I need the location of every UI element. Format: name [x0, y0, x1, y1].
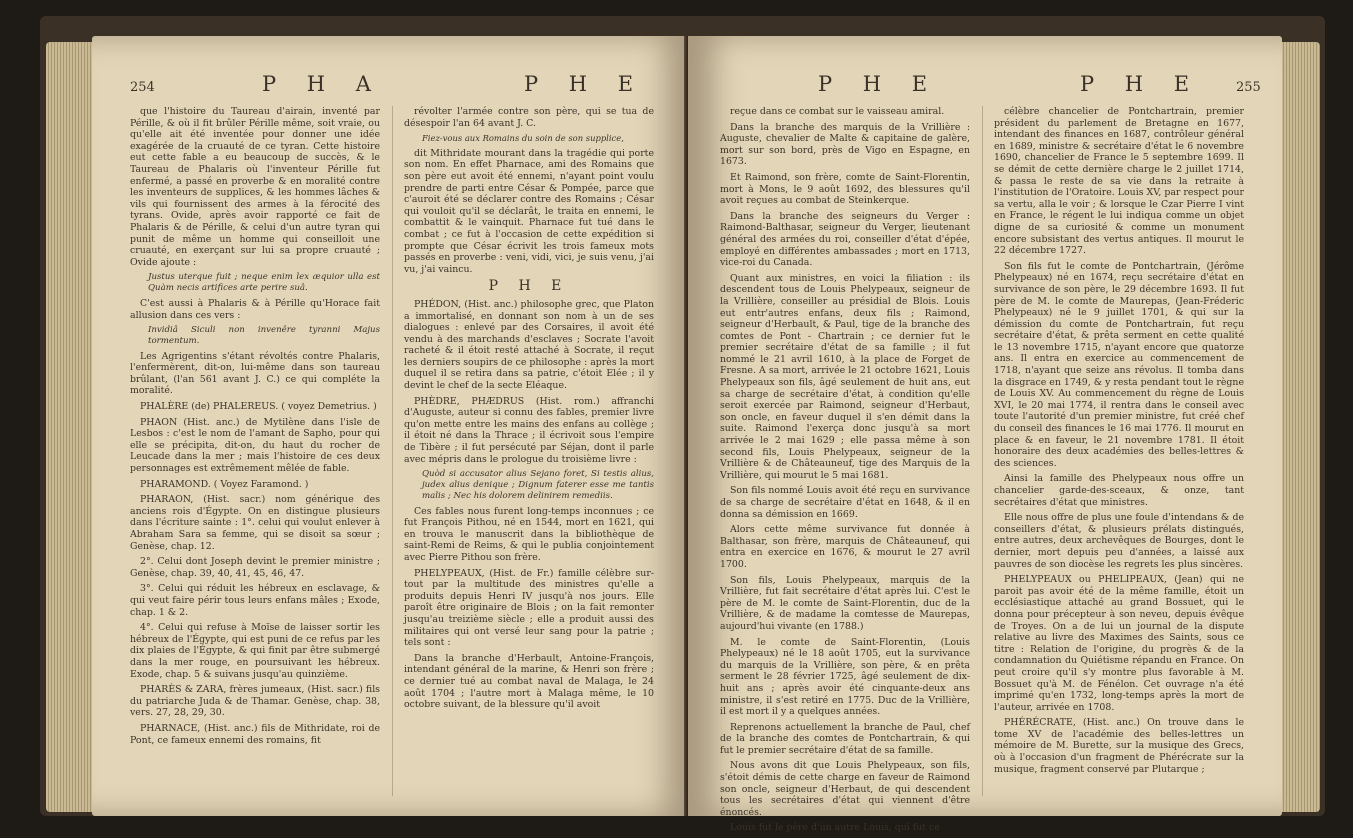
right-column-2 [994, 106, 1244, 779]
paragraph: Les Agrigentins s'étant révoltés contre Phalaris, l'enfermèrent, dit-on, lui-même dans son taureau brûlant, (l'an 561 avant J. C.) ce qui compléte la moralité. [130, 350, 380, 397]
paragraph: PHÉRÉCRATE, (Hist. anc.) On trouve dans le tome XV de l'académie des belles-lettres un mémoire de M. Burette, sur la musique des Grecs, où à l'occasion d'un fragment de Phérécrate sur la musique, fragment conservé par Plutarque ; [994, 717, 1244, 775]
paragraph: PHAON (Hist. anc.) de Mytilène dans l'isle de Lesbos : c'est le nom de l'amant de Sapho, pour qui elle se précipita, dit-on, du haut du rocher de Leucade dans la mer ; mais l'histoire de ces deux personnages est extrêmement mêlée de fable. [130, 416, 380, 475]
running-head-right-b: P H E [1080, 72, 1202, 96]
paragraph: Dans la branche des marquis de la Vrillière : Auguste, chevalier de Malte & capitaine de galère, mort sur son bord, près de Vigo en Espagne, en 1673. [720, 121, 970, 168]
paragraph: Son fils nommé Louis avoit été reçu en survivance de sa charge de secrétaire d'état en 1648, & il en donna sa démission en 1669. [720, 485, 970, 520]
paragraph: C'est aussi à Phalaris & à Pérille qu'Horace fait allusion dans ces vers : [130, 297, 380, 321]
paragraph: Quant aux ministres, en voici la filiation : ils descendent tous de Louis Phelypeaux, seigneur de la Vrillière, conseiller au présidial de Blois. Louis eut entr'autres enfans, deux fils ; Raimond, seigneur d'Herbault, & Paul, tige de la branche des comtes de Pont - Chartrain ; ce dernier fut le premier secrétaire d'état de sa famille ; il fut nommé le 21 avril 1610, à la place de Forget de Fresne. A sa mort, arrivée le 21 octobre 1621, Louis Phelypeaux son fils, âgé seulement de huit ans, eut sa charge de secrétaire d'état, à condition qu'elle seroit exercée par Raimond, seigneur d'Herbaut, son oncle, en faveur duquel il s'en démit dans la suite. Raimond l'exerça donc jusqu'à sa mort arrivée le 2 mai 1629 ; elle passa même à son second fils, Louis Phelypeaux, seigneur de la Vrillière & de Châteauneuf, tige des Marquis de la Vrillière, qui mourut le 5 mai 1681. [720, 272, 970, 481]
paragraph: que l'histoire du Taureau d'airain, inventé par Pérille, & où il fit brûler Pérille même, soit vraie, ou qu'elle ait été inventée pour donner une idée exagérée de la cruauté de ce tyran. Cette histoire eut cette fable a eu beaucoup de succès, & le Taureau de Phalaris où l'inventeur Pérille fut enfermé, a passé en proverbe & en moralité contre les inventeurs de supplices, & les hommes lâches & vils qui fournissent des armes à la férocité des tyrans. Ovide, après avoir rapporté ce fait de Phalaris & de Pérille, & celui d'un autre tyran qui punit de même un homme qui conseilloit une cruauté, en exerçant sur lui sa propre cruauté ; Ovide ajoute : [130, 106, 380, 268]
paragraph: Invidiâ Siculi non invenêre tyranni Majus tormentum. [148, 325, 380, 346]
running-head-right-a: P H E [818, 72, 940, 96]
paragraph: PHÈDRE, PHÆDRUS (Hist. rom.) affranchi d'Auguste, auteur si connu des fables, premier livre qu'on mette entre les mains des enfans au collège ; il étoit né dans la Thrace ; il écrivoit sous l'empire de Tibère ; il fut persécuté par Séjan, dont il parle avec mépris dans le prologue du troisième livre : [404, 395, 654, 465]
paragraph: Justus uterque fuit ; neque enim lex æquior ulla est Quàm necis artifices arte perire suâ. [148, 272, 380, 294]
paragraph: PHELYPEAUX, (Hist. de Fr.) famille célèbre sur-tout par la multitude des ministres qu'elle a produits depuis Henri IV jusqu'à nos jours. Elle paroît être originaire de Blois ; on la fait remonter jusqu'au treizième siècle ; elle a produit aussi des militaires qui ont versé leur sang pour la patrie ; tels sont : [404, 567, 654, 649]
paragraph: Louis fut le père d'un autre Louis, qui fut ce [730, 822, 940, 834]
paragraph: PHARAMOND. ( Voyez Faramond. ) [140, 478, 309, 490]
paragraph: dit Mithridate mourant dans la tragédie qui porte son nom. En effet Pharnace, ami des Romains que son père eut avoit été ennemi, n'ayant point voulu prendre de parti entre César & Pompée, parce que c'auroit été se déclarer contre des Romains ; César qui vouloit qu'il se déclarât, le traita en ennemi, le combattit & le vainquit. Pharnace fut tué dans le combat ; ce fut à l'occasion de cette expédition si prompte que César écrivit les trois fameux mots passés en proverbe : veni, vidi, vici, je suis venu, j'ai vu, j'ai vaincu. [404, 147, 654, 275]
left-column-2 [404, 106, 654, 715]
running-head-left-a: P H A [262, 72, 383, 96]
paragraph: 2°. Celui dont Joseph devint le premier ministre ; Genèse, chap. 39, 40, 41, 45, 46, 47. [130, 556, 380, 579]
paragraph: 3°. Celui qui réduit les hébreux en esclavage, & qui veut faire périr tous leurs enfans mâles ; Exode, chap. 1 & 2. [130, 583, 380, 618]
page-number-right: 255 [1236, 80, 1261, 95]
right-column-1 [720, 106, 970, 838]
paragraph: PHARÈS & ZARA, frères jumeaux, (Hist. sacr.) fils du patriarche Juda & de Thamar. Genèse, chap. 38, vers. 27, 28, 29, 30. [130, 684, 380, 719]
paragraph: reçue dans ce combat sur le vaisseau amiral. [730, 106, 945, 117]
page-number-left: 254 [130, 80, 155, 95]
paragraph: Ces fables nous furent long-temps inconnues ; ce fut François Pithou, né en 1544, mort en 1621, qui en trouva le manuscrit dans la bibliothèque de saint-Remi de Reims, & qui le publia conjointement avec Pierre Pithou son frère. [404, 505, 654, 563]
paragraph: Et Raimond, son frère, comte de Saint-Florentin, mort à Mons, le 9 août 1692, des blessures qu'il avoit reçues au combat de Steinkerque. [720, 171, 970, 207]
paragraph: PHALÈRE (de) PHALEREUS. ( voyez Demetrius. ) [140, 401, 377, 413]
paragraph: Son fils, Louis Phelypeaux, marquis de la Vrillière, fut fait secrétaire d'état après lui. C'est le père de M. le comte de Saint-Florentin, duc de la Vrillière, & de madame la comtesse de Maurepas, aujourd'hui vivante (en 1788.) [720, 574, 970, 632]
book-spread [40, 16, 1325, 834]
paragraph: Elle nous offre de plus une foule d'intendans & de conseillers d'état, & plusieurs prélats distingués, entre autres, deux archevêques de Bourges, dont le dernier, mort depuis peu d'années, a laissé aux pauvres de son diocèse les regrets les plus sincères. [994, 512, 1244, 570]
paragraph: PHÉDON, (Hist. anc.) philosophe grec, que Platon a immortalisé, en donnant son nom à un de ses dialogues : enlevé par des Corsaires, il avoit été vendu à des marchands d'esclaves ; Socrate l'avoit racheté & il étoit resté attaché à Socrate, il reçut les derniers soupirs de ce philosophe : après la mort duquel il se retira dans sa patrie, c'étoit Elée ; il y devint le chef de la secte Eléaque. [404, 298, 654, 392]
paragraph: P H E [488, 278, 570, 295]
paragraph: PHELYPEAUX ou PHELIPEAUX, (Jean) qui ne paroit pas avoir été de la même famille, étoit un ecclésiastique attaché au grand Bossuet, qui le donna pour précepteur à son neveu, depuis évêque de Troyes. On a de lui un journal de la dispute relative au livre des Maximes des Saints, sous ce titre : Relation de l'origine, du progrès & de la condamnation du Quiétisme répandu en France. On peut croire qu'il s'y montre plus favorable à M. Bossuet qu'à M. de Fénélon. Cet ouvrage n'a été imprimé qu'en 1732, long-temps après la mort de l'auteur, arrivée en 1708. [994, 574, 1244, 713]
paragraph: Dans la branche des seigneurs du Verger : Raimond-Balthasar, seigneur du Verger, lieutenant général des armées du roi, conseiller d'état d'épée, employé en différentes ambassades ; mort en 1713, vice-roi du Canada. [720, 210, 970, 269]
paragraph: Reprenons actuellement la branche de Paul, chef de la branche des comtes de Pontchartrain, & qui fut le premier secrétaire d'état de sa famille. [720, 721, 970, 756]
column-rule [982, 106, 983, 796]
paragraph: 4°. Celui qui refuse à Moïse de laisser sortir les hébreux de l'Égypte, qui est puni de ce refus par les dix plaies de l'Égypte, & qui finit par être submergé dans la mer rouge, en poursuivant les hébreux. Exode, chap. 5 & suivans jusqu'au quinzième. [130, 622, 380, 680]
paragraph: Dans la branche d'Herbault, Antoine-François, intendant général de la marine, & Henri son frère ; ce dernier tué au combat naval de Malaga, le 24 août 1704 ; l'autre mort à Malaga même, le 10 octobre suivant, de la blessure qu'il avoit [404, 652, 654, 711]
paragraph: PHARAON, (Hist. sacr.) nom générique des anciens rois d'Égypte. On en distingue plusieurs dans l'écriture sainte : 1°. celui qui voulut enlever à Abraham Sara sa femme, qui se disoit sa sœur ; Genèse, chap. 12. [130, 494, 380, 552]
paragraph: M. le comte de Saint-Florentin, (Louis Phelypeaux) né le 18 août 1705, eut la survivance du marquis de la Vrillière, son père, & en prêta serment le 28 février 1725, âgé seulement de dix-huit ans ; après avoir été cinquante-deux ans ministre, il s'est retiré en 1775. Duc de la Vrillière, il est mort il y a quelques années. [720, 636, 970, 718]
running-head-left-b: P H E [524, 72, 646, 96]
paragraph: Ainsi la famille des Phelypeaux nous offre un chancelier garde-des-sceaux, & onze, tant secrétaires d'état que ministres. [994, 473, 1244, 508]
paragraph: Fiez-vous aux Romains du soin de son supplice, [422, 133, 624, 144]
paragraph: Quòd si accusator alius Sejano foret, Si testis alius, judex alius denique ; Dignum faterer esse me tantis malis ; Nec his dolorem delinirem remediis. [422, 469, 654, 501]
paragraph: Son fils fut le comte de Pontchartrain, (Jérôme Phelypeaux) né en 1674, reçu secrétaire d'état en survivance de son père, le 29 décembre 1693. Il fut père de M. le comte de Maurepas, (Jean-Fréderic Phelypeaux) né le 9 juillet 1701, & qui sur la démission du comte de Pontchartrain, fut reçu secrétaire d'état, & prêta serment en cette qualité le 13 novembre 1715, n'ayant encore que quatorze ans. Il entra en exercice au commencement de 1718, n'ayant que seize ans révolus. Il tomba dans la disgrace en 1749, & y resta pendant tout le règne de Louis XV. Au commencement du règne de Louis XVI, le 20 mai 1774, il rentra dans le conseil avec toute l'autorité d'un premier ministre, fut créé chef du conseil des finances le 16 mai 1776. Il mourut en place & en faveur, le 21 novembre 1781. Il étoit honoraire des deux académies des belles-lettres & des sciences. [994, 260, 1244, 469]
paragraph: célèbre chancelier de Pontchartrain, premier président du parlement de Bretagne en 1677, intendant des finances en 1687, contrôleur général en 1689, ministre & secrétaire d'état le 6 novembre 1690, chancelier de France le 5 septembre 1699. Il se démit de cette dernière charge le 2 juillet 1714, & passa le reste de sa vie dans la retraite à l'institution de l'Oratoire. Louis XV, par respect pour sa vertu, alla le voir ; & lorsque le Czar Pierre I vint en France, le régent le lui indiqua comme un objet digne de sa curiosité & comme un monument encore subsistant des vertus antiques. Il mourut le 22 décembre 1727. [994, 106, 1244, 257]
paragraph: PHARNACE, (Hist. anc.) fils de Mithridate, roi de Pont, ce fameux ennemi des romains, fit [130, 722, 380, 746]
column-rule [392, 106, 393, 796]
right-page [688, 36, 1282, 834]
paragraph: Nous avons dit que Louis Phelypeaux, son fils, s'étoit démis de cette charge en faveur de Raimond son oncle, seigneur d'Herbaut, de qui descendent tous les secrétaires d'état qui viennent d'être énoncés. [720, 760, 970, 818]
left-page [92, 36, 692, 816]
paragraph: révolter l'armée contre son père, qui se tua de désespoir l'an 64 avant J. C. [404, 106, 654, 129]
left-column-1 [130, 106, 380, 750]
paragraph: Alors cette même survivance fut donnée à Balthasar, son frère, marquis de Châteauneuf, qui entra en exercice en 1676, & mourut le 27 avril 1700. [720, 524, 970, 570]
page-edges-left [46, 42, 94, 812]
